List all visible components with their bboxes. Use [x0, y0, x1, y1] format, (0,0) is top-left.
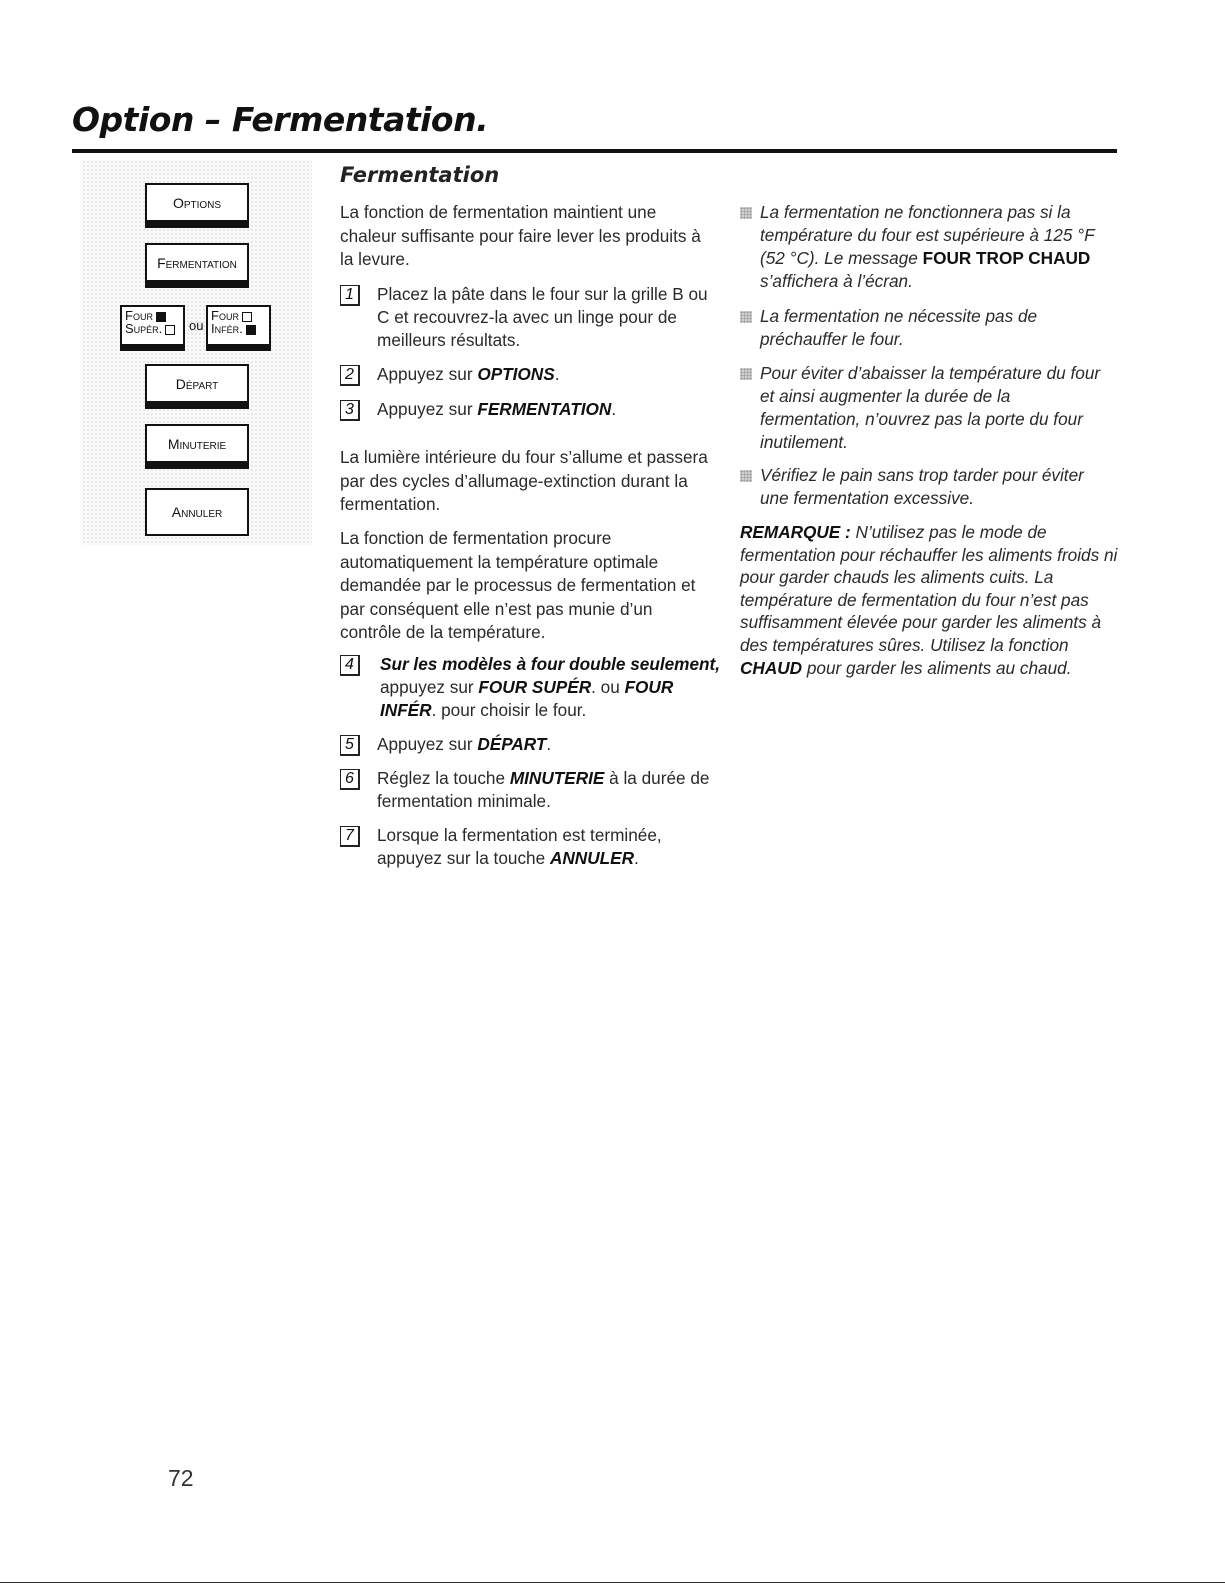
minuterie-key [145, 424, 249, 469]
bullet-icon [740, 207, 752, 219]
bullet-icon [740, 368, 752, 380]
step-text: Appuyez sur [377, 734, 478, 754]
key-name: CHAUD [740, 657, 803, 678]
bullet-icon [740, 470, 752, 482]
step-text: Appuyez sur [377, 399, 478, 419]
four-infer-key [206, 305, 271, 351]
step-7 [340, 824, 720, 870]
step-number: 4 [340, 655, 360, 676]
options-key-label: Options [172, 194, 222, 211]
four-infer-label-1: Four [211, 308, 239, 323]
key-name: ANNULER [549, 848, 634, 868]
step-text: . [554, 364, 560, 384]
step-text: . pour choisir le four. [431, 700, 587, 720]
fermentation-key-label: Fermentation [157, 254, 237, 271]
step-text: Placez la pâte dans le four sur la grille B ou C et recouvrez-la avec un linge pour de meilleurs résultats. [377, 284, 708, 350]
remark [740, 521, 1120, 679]
step-text: Lorsque la fermentation est terminée, appuyez sur la touche [377, 825, 662, 868]
note-1 [740, 201, 1115, 293]
step-number: 5 [340, 735, 360, 756]
key-name: FOUR INFÉR [380, 677, 674, 720]
four-super-label-1: Four [125, 308, 153, 323]
note-text: s’affichera à l’écran. [760, 271, 913, 291]
note-text: La fermentation ne nécessite pas de préchauffer le four. [760, 306, 1038, 349]
auto-paragraph: La fonction de fermentation procure automatiquement la température optimale demandée par le processus de fermentation et par conséquent elle n’est pas munie d’un contrôle de la température. [340, 528, 696, 642]
step-text: . [611, 399, 617, 419]
remark-text: N’utilisez pas le mode de fermentation pour réchauffer les aliments froids ni pour garder chauds les aliments cuits. La température de fermentation du four n’est pas suffisamment élevée pour garder les aliments à des températures sûres. Utilisez la fonction [740, 522, 1118, 655]
step-text: appuyez sur [380, 677, 479, 697]
remark-text: pour garder les aliments au chaud. [802, 657, 1072, 678]
note-2 [740, 305, 1115, 351]
four-infer-label-2: Infér. [211, 321, 243, 336]
key-name: FOUR SUPÉR [478, 677, 592, 697]
step-3 [340, 398, 720, 421]
step-number: 2 [340, 365, 360, 386]
depart-key [145, 364, 249, 409]
key-name: DÉPART [477, 734, 547, 754]
note-3 [740, 362, 1115, 454]
note-text: Vérifiez le pain sans trop tarder pour éviter une fermentation excessive. [760, 465, 1084, 508]
intro-paragraph: La fonction de fermentation maintient une chaleur suffisante pour faire lever les produits à la levure. [340, 202, 701, 269]
key-name: OPTIONS [477, 364, 555, 384]
empty-square-icon [165, 325, 175, 335]
remark-label: REMARQUE : [740, 522, 851, 542]
step-text: . [546, 734, 552, 754]
depart-key-label: Départ [175, 375, 219, 392]
empty-square-icon [242, 312, 252, 322]
note-text: La fermentation ne fonctionnera pas si la température du four est supérieure à 125 °F (52 °C). Le message [760, 202, 1095, 268]
annuler-key [145, 488, 249, 536]
step-number: 7 [340, 826, 360, 847]
key-name: MINUTERIE [509, 768, 605, 788]
page-title: Option – Fermentation. [72, 100, 489, 139]
ou-label: ou [189, 318, 204, 333]
section-title: Fermentation [340, 163, 500, 187]
step-number: 6 [340, 769, 360, 790]
step-6 [340, 767, 720, 813]
title-rule [72, 149, 1117, 153]
step-number: 3 [340, 400, 360, 421]
step-text: à la durée de fermentation minimale. [377, 768, 710, 811]
step-5 [340, 733, 720, 756]
step-lead: Sur les modèles à four double seulement, [380, 654, 721, 674]
step-4 [340, 653, 725, 722]
step-text: Appuyez sur [377, 364, 478, 384]
step-number: 1 [340, 285, 360, 306]
note-4 [740, 464, 1115, 510]
note-text: Pour éviter d’abaisser la température du four et ainsi augmenter la durée de la fermentation, n’ouvrez pas la porte du four inutilement. [760, 363, 1101, 452]
step-text: Réglez la touche [377, 768, 510, 788]
message-text: FOUR TROP CHAUD [922, 248, 1091, 268]
fermentation-key [145, 243, 249, 288]
light-paragraph: La lumière intérieure du four s’allume et passera par des cycles d’allumage-extinction durant la fermentation. [340, 447, 708, 514]
options-key [145, 183, 249, 228]
annuler-key-label: Annuler [171, 504, 223, 520]
four-super-label-2: Supér. [125, 321, 163, 336]
step-1 [340, 283, 720, 352]
key-name: FERMENTATION [477, 399, 612, 419]
minuterie-key-label: Minuterie [167, 435, 227, 452]
bullet-icon [740, 311, 752, 323]
page-number: 72 [168, 1465, 194, 1491]
bottom-rule [0, 1582, 1225, 1583]
step-text: . ou [591, 677, 625, 697]
four-super-key [120, 305, 185, 351]
step-2 [340, 363, 720, 386]
step-text: . [633, 848, 639, 868]
filled-square-icon [246, 325, 256, 335]
